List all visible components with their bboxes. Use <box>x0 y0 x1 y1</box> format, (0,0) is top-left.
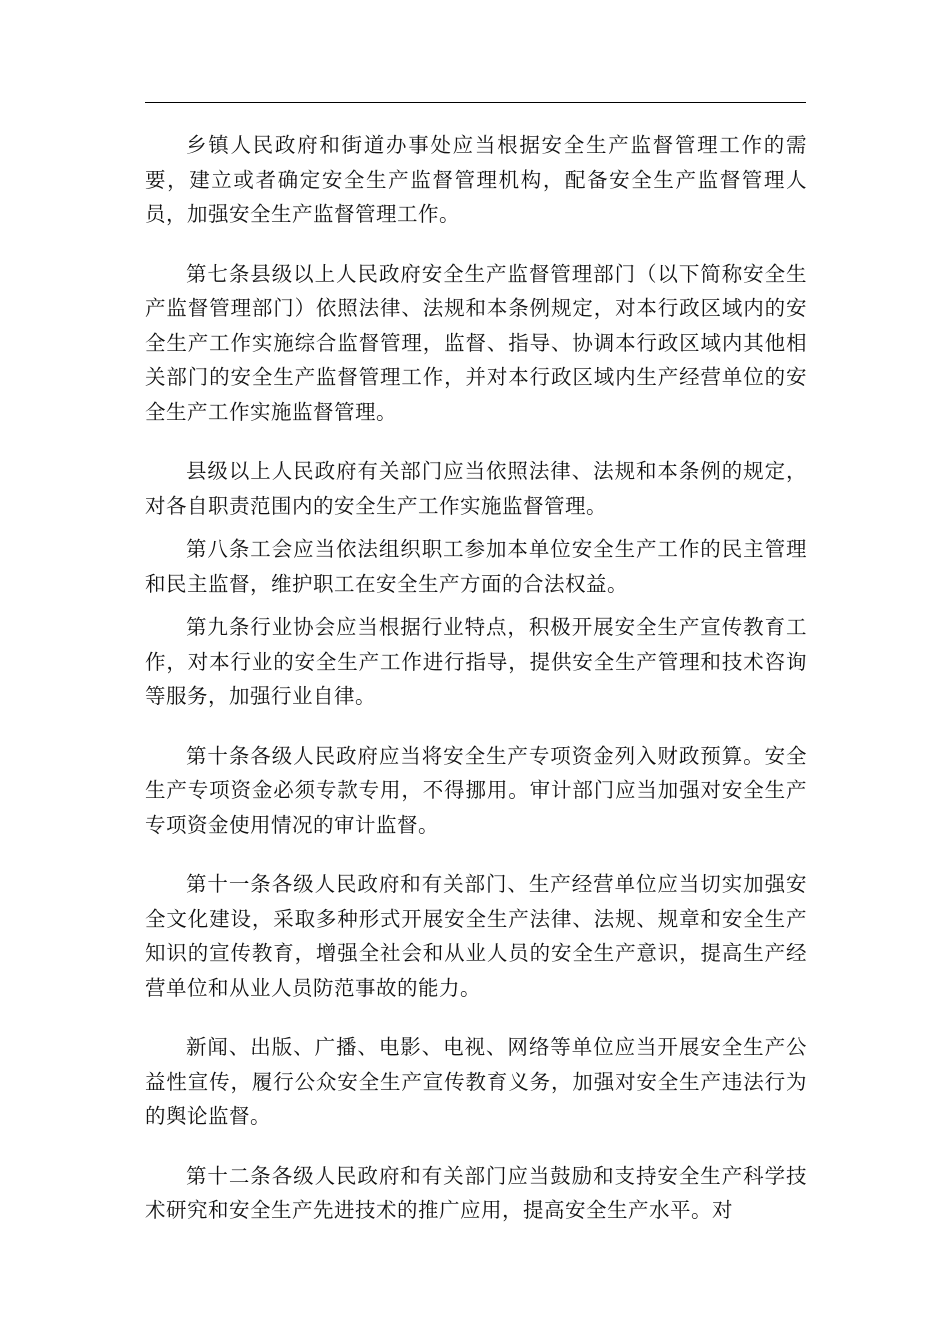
paragraph-article-11: 第十一条各级人民政府和有关部门、生产经营单位应当切实加强安全文化建设，采取多种形式开展安全生产法律、法规、规章和安全生产知识的宣传教育，增强全社会和从业人员的安全生产意识，提高生产经营单位和从业人员防范事故的能力。 <box>145 872 807 1000</box>
paragraph-township-supervision: 乡镇人民政府和街道办事处应当根据安全生产监督管理工作的需要，建立或者确定安全生产监督管理机构，配备安全生产监督管理人员，加强安全生产监督管理工作。 <box>145 133 807 226</box>
paragraph-article-10: 第十条各级人民政府应当将安全生产专项资金列入财政预算。安全生产专项资金必须专款专用，不得挪用。审计部门应当加强对安全生产专项资金使用情况的审计监督。 <box>145 743 807 837</box>
paragraph-county-departments: 县级以上人民政府有关部门应当依照法律、法规和本条例的规定，对各自职责范围内的安全生产工作实施监督管理。 <box>145 459 807 518</box>
header-divider <box>145 102 806 103</box>
document-body <box>145 128 807 1228</box>
paragraph-article-7: 第七条县级以上人民政府安全生产监督管理部门（以下简称安全生产监督管理部门）依照法律、法规和本条例规定，对本行政区域内的安全生产工作实施综合监督管理，监督、指导、协调本行政区域内其他相关部门的安全生产监督管理工作，并对本行政区域内生产经营单位的安全生产工作实施监督管理。 <box>145 261 807 424</box>
paragraph-article-9: 第九条行业协会应当根据行业特点，积极开展安全生产宣传教育工作，对本行业的安全生产工作进行指导，提供安全生产管理和技术咨询等服务，加强行业自律。 <box>145 615 807 708</box>
paragraph-article-8: 第八条工会应当依法组织职工参加本单位安全生产工作的民主管理和民主监督，维护职工在安全生产方面的合法权益。 <box>145 537 807 596</box>
paragraph-article-12: 第十二条各级人民政府和有关部门应当鼓励和支持安全生产科学技术研究和安全生产先进技术的推广应用，提高安全生产水平。对 <box>145 1163 807 1222</box>
paragraph-media-units: 新闻、出版、广播、电影、电视、网络等单位应当开展安全生产公益性宣传，履行公众安全生产宣传教育义务，加强对安全生产违法行为的舆论监督。 <box>145 1035 807 1128</box>
